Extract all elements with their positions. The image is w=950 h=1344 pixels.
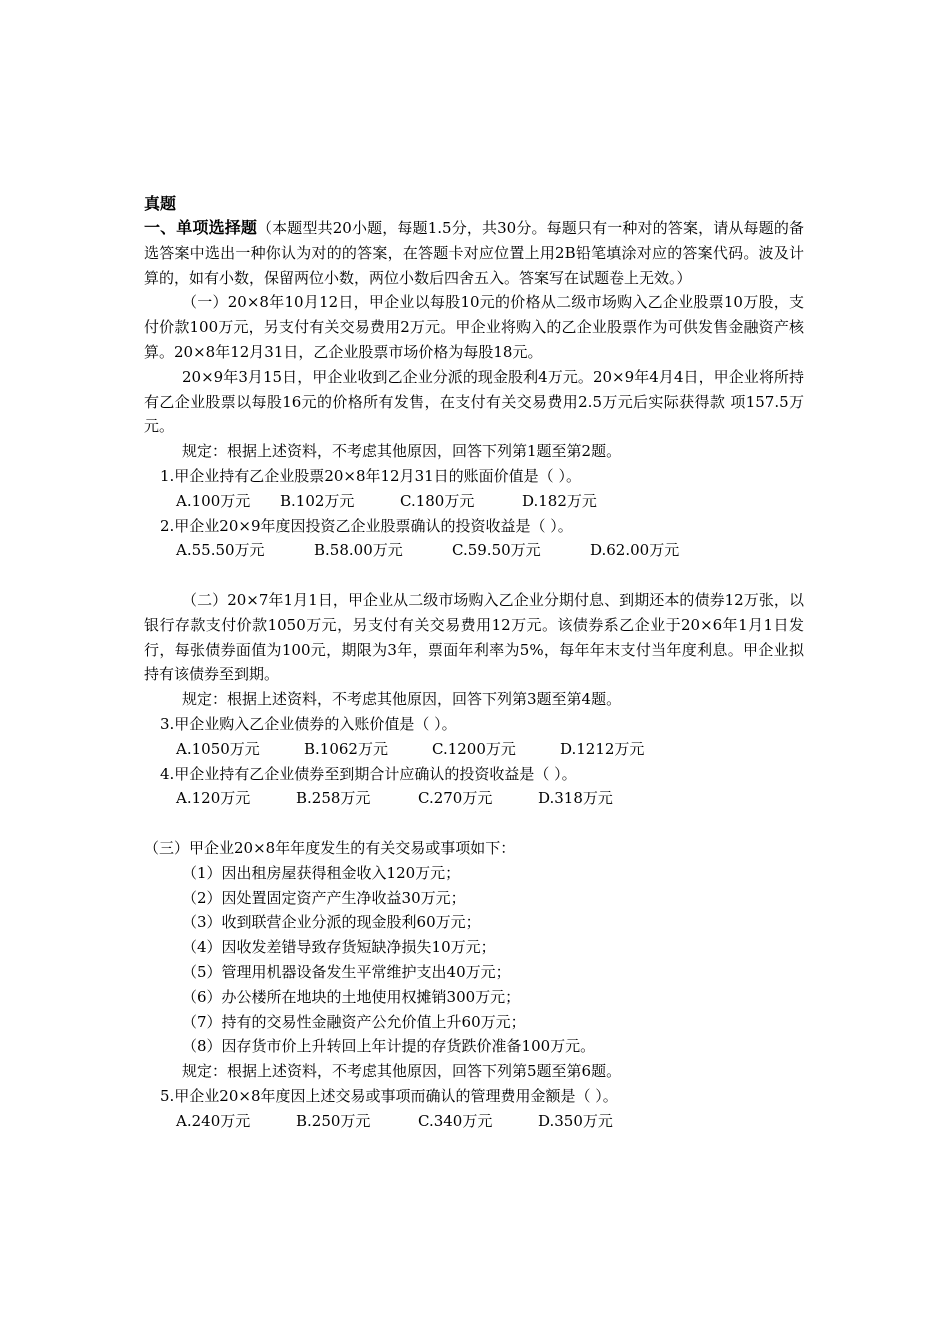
option: A.55.50万元: [176, 541, 265, 560]
question-5-stem: 5.甲企业20×8年度因上述交易或事项而确认的管理费用金额是（ ）。: [160, 1086, 618, 1105]
option: C.270万元: [418, 789, 493, 808]
group3-item-5: （5）管理用机器设备发生平常维护支出40万元；: [182, 962, 511, 981]
option: D.350万元: [538, 1111, 613, 1130]
option: C.180万元: [400, 491, 475, 510]
question-1-options: [144, 489, 804, 514]
group1-requirement: 规定：根据上述资料，不考虑其他原因，回答下列第1题至第2题。: [182, 442, 622, 461]
option: C.59.50万元: [452, 541, 541, 560]
group3-item-6: （6）办公楼所在地块的土地使用权摊销300万元；: [182, 987, 521, 1006]
group3-item-1: （1）因出租房屋获得租金收入120万元；: [182, 863, 461, 882]
option: B.1062万元: [304, 739, 388, 758]
group3-item-7: （7）持有的交易性金融资产公允价值上升60万元；: [182, 1012, 526, 1031]
option: B.58.00万元: [314, 541, 403, 560]
question-2-options: [144, 538, 804, 563]
question-4-options: [144, 786, 804, 811]
group1-paragraph-2: 20×9年3月15日，甲企业收到乙企业分派的现金股利4万元。20×9年4月4日，甲企业将所持有乙企业股票以每股16元的价格所有发售，在支付有关交易费用2.5万元后实际获得款 项157.5万元。: [144, 367, 804, 436]
section-intro: [144, 216, 804, 290]
option: B.250万元: [296, 1111, 371, 1130]
option: D.182万元: [522, 491, 597, 510]
document-page: [144, 192, 804, 1133]
group1-paragraph-1: （一）20×8年10月12日，甲企业以每股10元的价格从二级市场购入乙企业股票10万股，支付价款100万元，另支付有关交易费用2万元。甲企业将购入的乙企业股票作为可供发售金融资产核算。20×8年12月31日，乙企业股票市场价格为每股18元。: [144, 293, 804, 361]
option: C.1200万元: [432, 739, 516, 758]
group3-requirement: 规定：根据上述资料，不考虑其他原因，回答下列第5题至第6题。: [182, 1062, 622, 1081]
group3-item-2: （2）因处置固定资产产生净收益30万元；: [182, 888, 466, 907]
option: A.240万元: [176, 1111, 251, 1130]
option: A.120万元: [176, 789, 251, 808]
option: D.318万元: [538, 789, 613, 808]
question-1-stem: 1.甲企业持有乙企业股票20×8年12月31日的账面价值是（ ）。: [160, 466, 581, 485]
spacer: [144, 811, 804, 836]
option: C.340万元: [418, 1111, 493, 1130]
option: B.258万元: [296, 789, 371, 808]
group3-item-4: （4）因收发差错导致存货短缺净损失10万元；: [182, 938, 496, 957]
spacer: [144, 563, 804, 588]
question-2-stem: 2.甲企业20×9年度因投资乙企业股票确认的投资收益是（ ）。: [160, 516, 573, 535]
group2-requirement: 规定：根据上述资料，不考虑其他原因，回答下列第3题至第4题。: [182, 690, 622, 709]
question-3-stem: 3.甲企业购入乙企业债券的入账价值是（ ）。: [160, 714, 457, 733]
option: A.100万元: [176, 491, 251, 510]
question-4-stem: 4.甲企业持有乙企业债券至到期合计应确认的投资收益是（ ）。: [160, 764, 577, 783]
document-title: 真题: [144, 194, 177, 213]
group3-item-3: （3）收到联营企业分派的现金股利60万元；: [182, 913, 481, 932]
option: B.102万元: [280, 491, 355, 510]
option: D.62.00万元: [590, 541, 680, 560]
option: A.1050万元: [176, 739, 260, 758]
question-3-options: [144, 737, 804, 762]
option: D.1212万元: [560, 739, 645, 758]
question-5-options: [144, 1109, 804, 1134]
group3-intro: （三）甲企业20×8年年度发生的有关交易或事项如下：: [144, 838, 516, 857]
section-heading: 一、单项选择题: [144, 218, 258, 237]
group3-item-8: （8）因存货市价上升转回上年计提的存货跌价准备100万元。: [182, 1037, 596, 1056]
section-instructions: （本题型共20小题，每题1.5分，共30分。每题只有一种对的答案，请从每题的备选答案中选出一种你认为对的的答案，在答题卡对应位置上用2B铅笔填涂对应的答案代码。波及计算的，如有小数，保留两位小数，两位小数后四舍五入。答案写在试题卷上无效。）: [144, 219, 804, 287]
group2-paragraph-1: （二）20×7年1月1日，甲企业从二级市场购入乙企业分期付息、到期还本的债券12万张，以银行存款支付价款1050万元，另支付有关交易费用12万元。该债券系乙企业于20×6年1月1日发行，每张债券面值为100元，期限为3年，票面年利率为5%，每年年末支付当年度利息。甲企业拟持有该债券至到期。: [144, 590, 804, 684]
